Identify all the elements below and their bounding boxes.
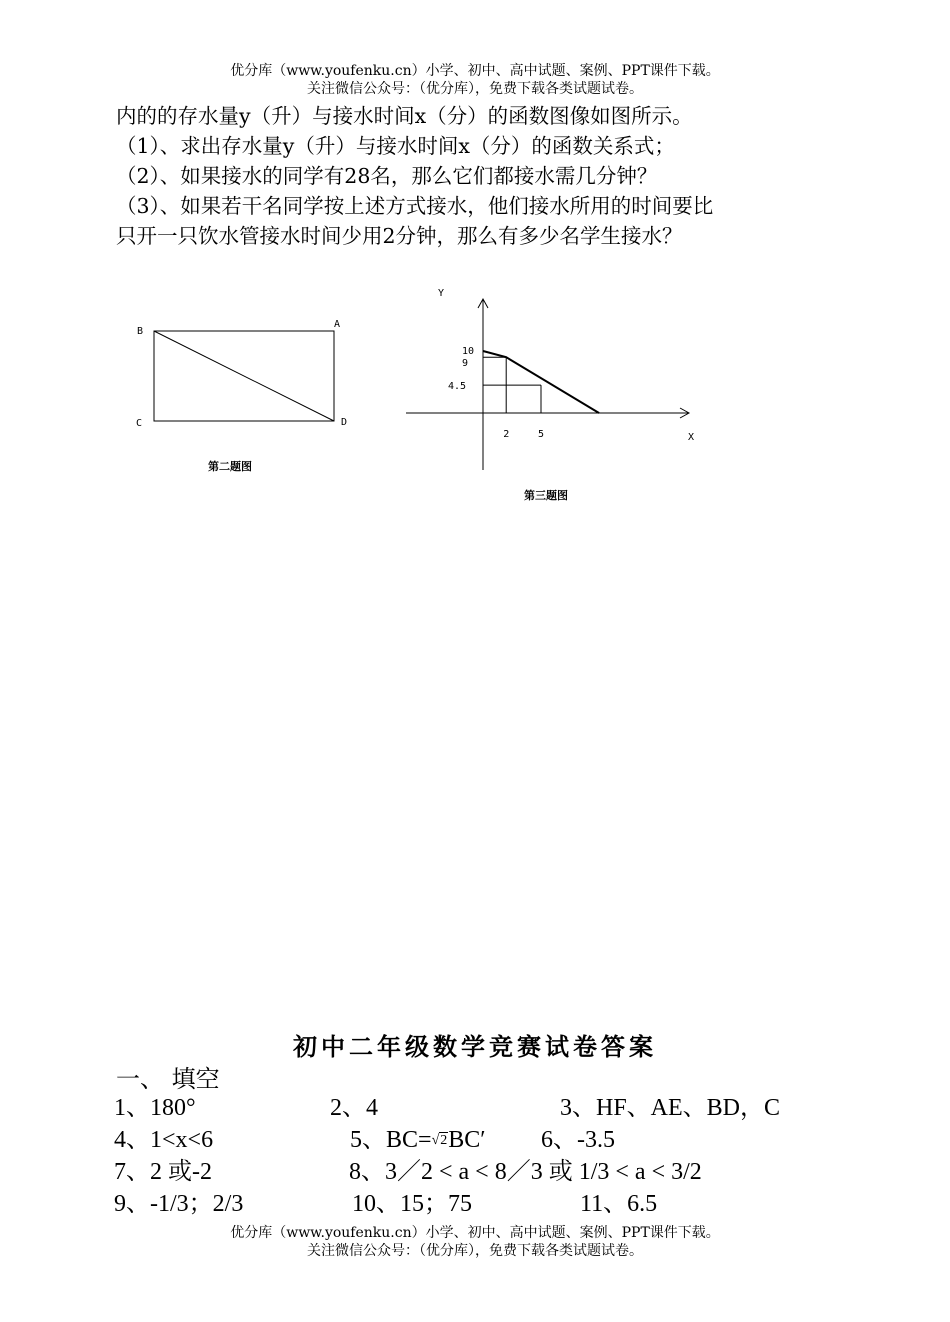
- problem-line-5: 只开一只饮水管接水时间少用2分钟，那么有多少名学生接水？: [116, 224, 683, 248]
- answer-9: 9、-1/3；2/3: [114, 1191, 244, 1217]
- answer-4: 4、1<x<6: [114, 1127, 214, 1153]
- answer-10: 10、15；75: [352, 1191, 472, 1217]
- answer-5-prefix: 5、BC=: [350, 1127, 432, 1153]
- site-header-line1: 优分库（www.youfenku.cn）小学、初中、高中试题、案例、PPT课件下载。: [230, 63, 720, 79]
- problem-line-4: （3）、如果若干名同学按上述方式接水，他们接水所用的时间要比: [116, 194, 714, 218]
- problem-line-1: 内的的存水量y（升）与接水时间x（分）的函数图像如图所示。: [116, 104, 693, 128]
- sqrt-radicand: 2: [440, 1133, 448, 1148]
- sqrt-symbol: √2: [431, 1133, 448, 1148]
- site-footer-line2: 关注微信公众号：（优分库），免费下载各类试题试卷。: [307, 1243, 643, 1259]
- answer-11: 11、6.5: [580, 1191, 658, 1217]
- label-b: B: [137, 326, 144, 337]
- answer-7: 7、2 或-2: [114, 1159, 212, 1185]
- y-tick-9: 9: [462, 358, 469, 370]
- answers-section-fill-blank: 一、 填空: [116, 1065, 220, 1093]
- answer-8: 8、3／2 < a < 8／3 或 1/3 < a < 3/2: [349, 1159, 702, 1185]
- answer-3: 3、HF、AE、BD，C: [560, 1095, 781, 1121]
- figure-2-caption: 第二题图: [208, 460, 252, 473]
- answers-title: 初中二年级数学竞赛试卷答案: [293, 1032, 657, 1061]
- axis-label-x: X: [688, 432, 695, 443]
- answer-5: [350, 1125, 486, 1156]
- site-footer-line1: 优分库（www.youfenku.cn）小学、初中、高中试题、案例、PPT课件下载。: [230, 1225, 720, 1241]
- x-tick-2: 2: [503, 429, 510, 440]
- y-tick-10: 10: [462, 346, 475, 357]
- answer-6: 6、-3.5: [541, 1127, 615, 1153]
- figure-3-caption: 第三题图: [524, 489, 568, 502]
- label-c: C: [136, 418, 143, 429]
- label-a: A: [334, 319, 341, 330]
- axis-label-y: Y: [438, 288, 445, 299]
- figure-2-rectangle: [130, 315, 360, 435]
- y-tick-4-5: 4.5: [448, 381, 467, 393]
- problem-line-2: （1）、求出存水量y（升）与接水时间x（分）的函数关系式；: [116, 134, 675, 158]
- figure-3-chart: [400, 280, 710, 480]
- site-header-line2: 关注微信公众号：（优分库），免费下载各类试题试卷。: [307, 81, 643, 97]
- answer-5-suffix: BC′: [448, 1127, 486, 1153]
- answer-2: 2、4: [330, 1095, 378, 1121]
- x-tick-5: 5: [538, 429, 545, 440]
- answer-1: 1、180°: [114, 1095, 196, 1121]
- diagonal-bd: [154, 331, 334, 421]
- label-d: D: [341, 417, 348, 428]
- problem-line-3: （2）、如果接水的同学有28名，那么它们都接水需几分钟？: [116, 164, 658, 188]
